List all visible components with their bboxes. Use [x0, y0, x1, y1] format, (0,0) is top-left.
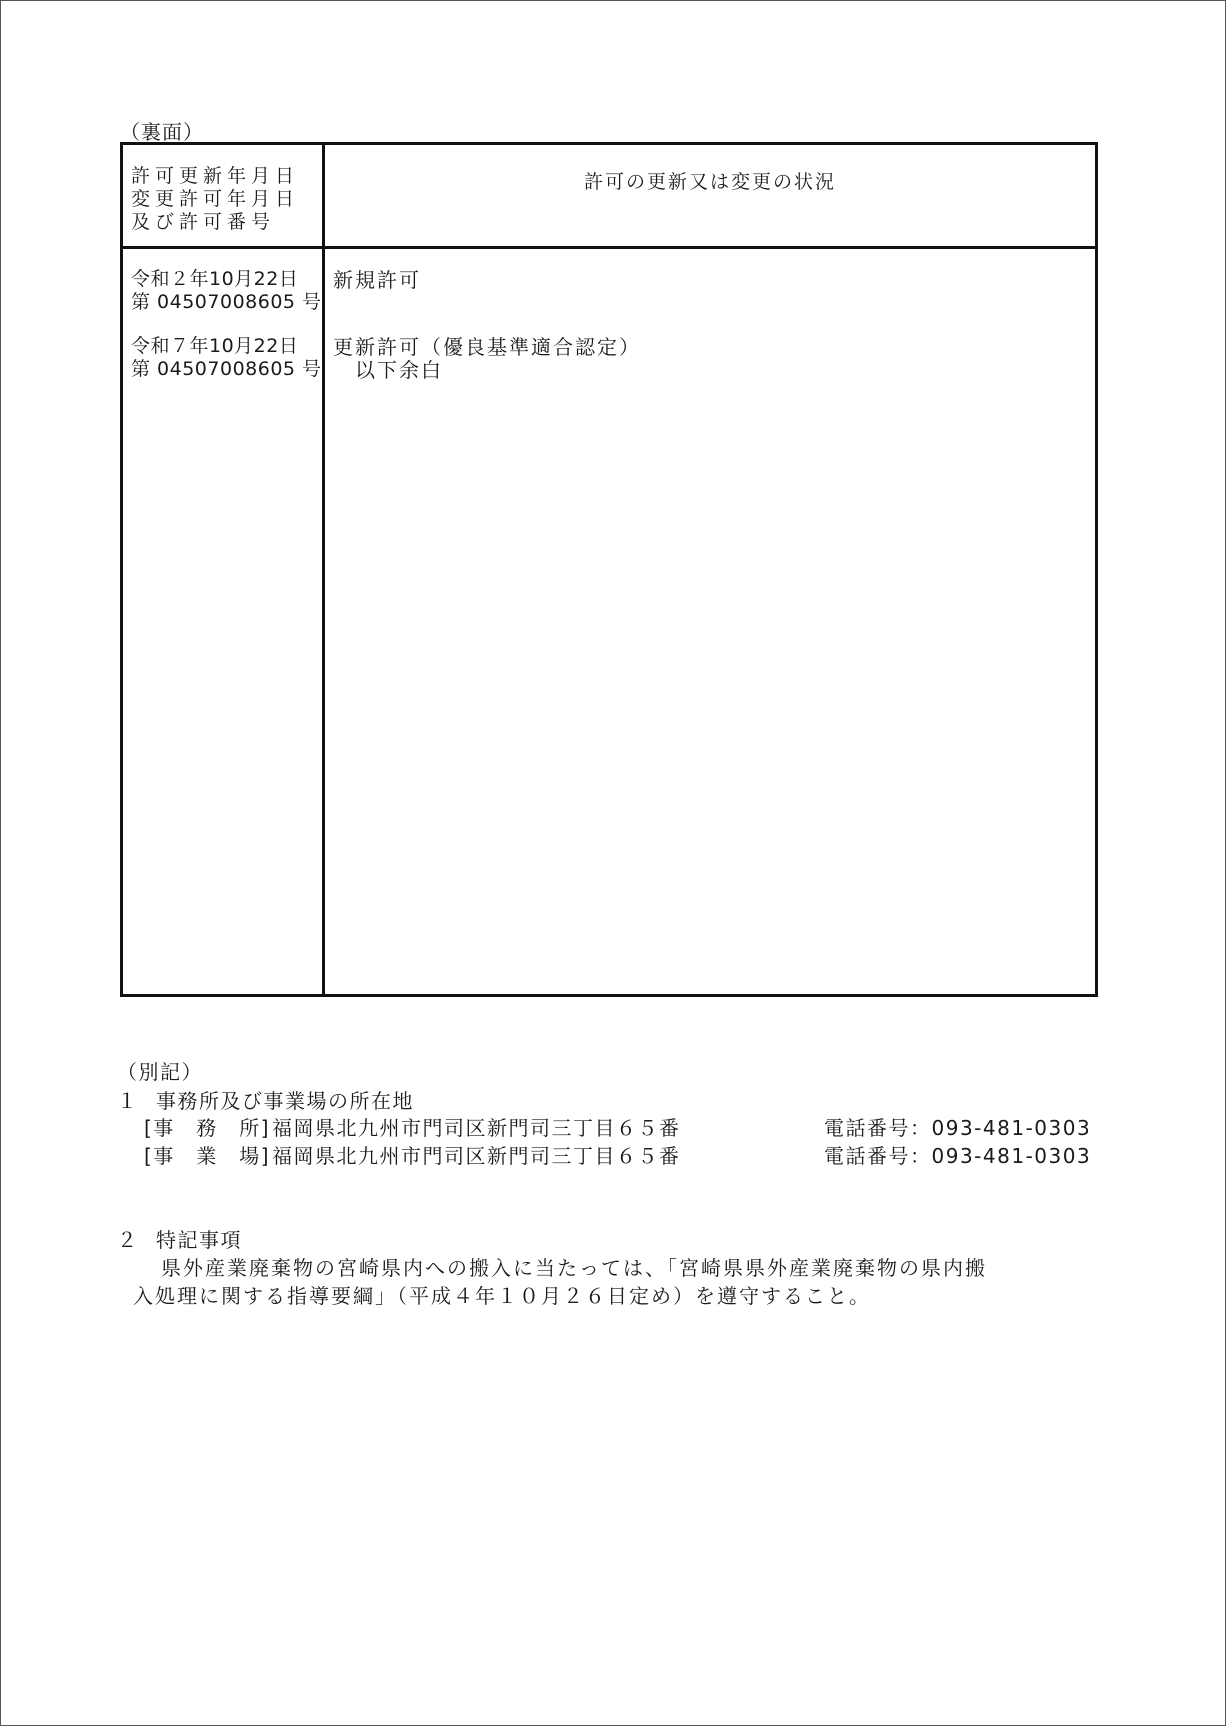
section1-number: １ [117, 1089, 139, 1113]
location-address: 福岡県北九州市門司区新門司三丁目６５番 [272, 1144, 681, 1168]
entry-note: 以下余白 [355, 358, 443, 382]
header-right-cell: 許可の更新又は変更の状況 [583, 171, 836, 193]
entry-permit-number: 第 04507008605 号 [131, 291, 322, 313]
section2-text-line: 入処理に関する指導要綱」（平成４年１０月２６日定め）を遵守すること。 [133, 1284, 871, 1308]
appendix-label: （別記） [117, 1060, 203, 1084]
header-left-cell [131, 165, 299, 234]
entry-date: 令和７年10月22日 [131, 335, 299, 357]
section1-title: 事務所及び事業場の所在地 [156, 1089, 414, 1113]
entry-date-cell [131, 335, 322, 381]
permit-history-table [120, 142, 1098, 997]
entry-permit-number: 第 04507008605 号 [131, 358, 322, 380]
section2-text-line: 県外産業廃棄物の宮崎県内への搬入に当たっては、「宮崎県県外産業廃棄物の県内搬 [161, 1256, 987, 1280]
location-phone: 電話番号：093-481-0303 [824, 1144, 1092, 1168]
location-address: 福岡県北九州市門司区新門司三丁目６５番 [272, 1116, 681, 1140]
location-phone: 電話番号：093-481-0303 [824, 1116, 1092, 1140]
header-left-line: 許可更新年月日 [131, 165, 300, 187]
entry-status: 更新許可（優良基準適合認定） [333, 335, 641, 359]
entry-status: 新規許可 [333, 268, 421, 292]
location-kind: [事 業 場] [144, 1144, 271, 1168]
table-column-divider [322, 145, 325, 994]
entry-date: 令和２年10月22日 [131, 268, 299, 290]
section2-title: 特記事項 [156, 1228, 242, 1252]
section2-number: ２ [117, 1228, 139, 1252]
location-kind: [事 務 所] [144, 1116, 271, 1140]
entry-date-cell [131, 268, 322, 314]
table-header-divider [123, 246, 1095, 249]
back-side-label: （裏面） [120, 120, 204, 144]
header-left-line: 変更許可年月日 [131, 188, 300, 210]
header-left-line: 及び許可番号 [131, 211, 276, 233]
